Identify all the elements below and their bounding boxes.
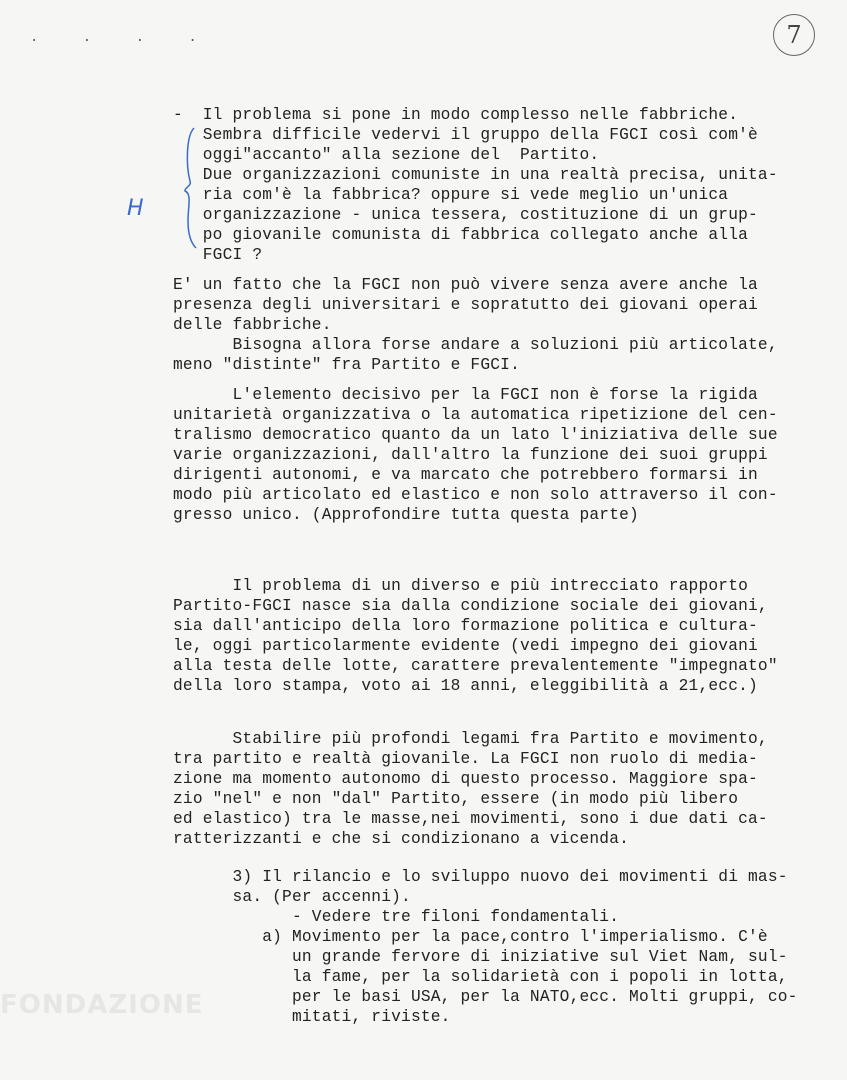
margin-handwritten-note: H [127,196,144,221]
text-line: - Il problema si pone in modo complesso nelle fabbriche. [173,106,739,124]
text-line: a) Movimento per la pace,contro l'imperialismo. C'è [173,928,768,946]
text-line: Il problema di un diverso e più intrecciato rapporto [173,577,749,595]
text-line: - Vedere tre filoni fondamentali. [173,908,620,926]
text-line: per le basi USA, per la NATO,ecc. Molti gruppi, co- [173,988,798,1006]
text-line: sia dall'anticipo della loro formazione politica e cultura- [173,617,758,635]
text-line: varie organizzazioni, dall'altro la funzione dei suoi gruppi [173,446,768,464]
text-line: mitati, riviste. [173,1008,451,1026]
text-line: ed elastico) tra le masse,nei movimenti, sono i due dati ca- [173,810,768,828]
text-line: ratterizzanti e che si condizionano a vicenda. [173,830,630,848]
text-line: modo più articolato ed elastico e non solo attraverso il con- [173,486,778,504]
top-dots: . . . . [30,30,215,46]
text-line: dirigenti autonomi, e va marcato che potrebbero formarsi in [173,466,758,484]
text-line: zione ma momento autonomo di questo processo. Maggiore spa- [173,770,758,788]
text-line: alla testa delle lotte, carattere prevalentemente "impegnato" [173,657,778,675]
text-line: Partito-FGCI nasce sia dalla condizione sociale dei giovani, [173,597,768,615]
text-line: della loro stampa, voto ai 18 anni, eleggibilità a 21,ecc.) [173,677,758,695]
text-line: meno "distinte" fra Partito e FGCI. [173,356,520,374]
page-number: 7 [786,21,802,49]
text-line: Bisogna allora forse andare a soluzioni più articolate, [173,336,778,354]
text-line: la fame, per la solidarietà con i popoli in lotta, [173,968,788,986]
text-line: E' un fatto che la FGCI non può vivere senza avere anche la [173,276,758,294]
text-line: tralismo democratico quanto da un lato l'iniziativa delle sue [173,426,778,444]
text-line: Stabilire più profondi legami fra Partito e movimento, [173,730,768,748]
text-line: le, oggi particolarmente evidente (vedi impegno dei giovani [173,637,758,655]
text-line: tra partito e realtà giovanile. La FGCI non ruolo di media- [173,750,758,768]
text-line: 3) Il rilancio e lo sviluppo nuovo dei movimenti di mas- [173,868,788,886]
text-line: oggi"accanto" alla sezione del Partito. [173,146,600,164]
text-line: L'elemento decisivo per la FGCI non è forse la rigida [173,386,758,404]
text-line: gresso unico. (Approfondire tutta questa parte) [173,506,639,524]
text-line: FGCI ? [173,246,263,264]
text-line: unitarietà organizzativa o la automatica ripetizione del cen- [173,406,778,424]
text-line: ria com'è la fabbrica? oppure si vede meglio un'unica [173,186,729,204]
text-line: Sembra difficile vedervi il gruppo della FGCI così com'è [173,126,758,144]
text-line: Due organizzazioni comuniste in una realtà precisa, unita- [173,166,778,184]
text-line: delle fabbriche. [173,316,332,334]
text-line: zio "nel" e non "dal" Partito, essere (in modo più libero [173,790,739,808]
text-line: po giovanile comunista di fabbrica collegato anche alla [173,226,749,244]
text-line: organizzazione - unica tessera, costituzione di un grup- [173,206,758,224]
archive-watermark: FONDAZIONE [0,990,204,1020]
text-line: un grande fervore di iniziative sul Viet Nam, sul- [173,948,788,966]
text-line: presenza degli universitari e sopratutto dei giovani operai [173,296,758,314]
page-number-circle [773,14,815,56]
text-line: sa. (Per accenni). [173,888,411,906]
